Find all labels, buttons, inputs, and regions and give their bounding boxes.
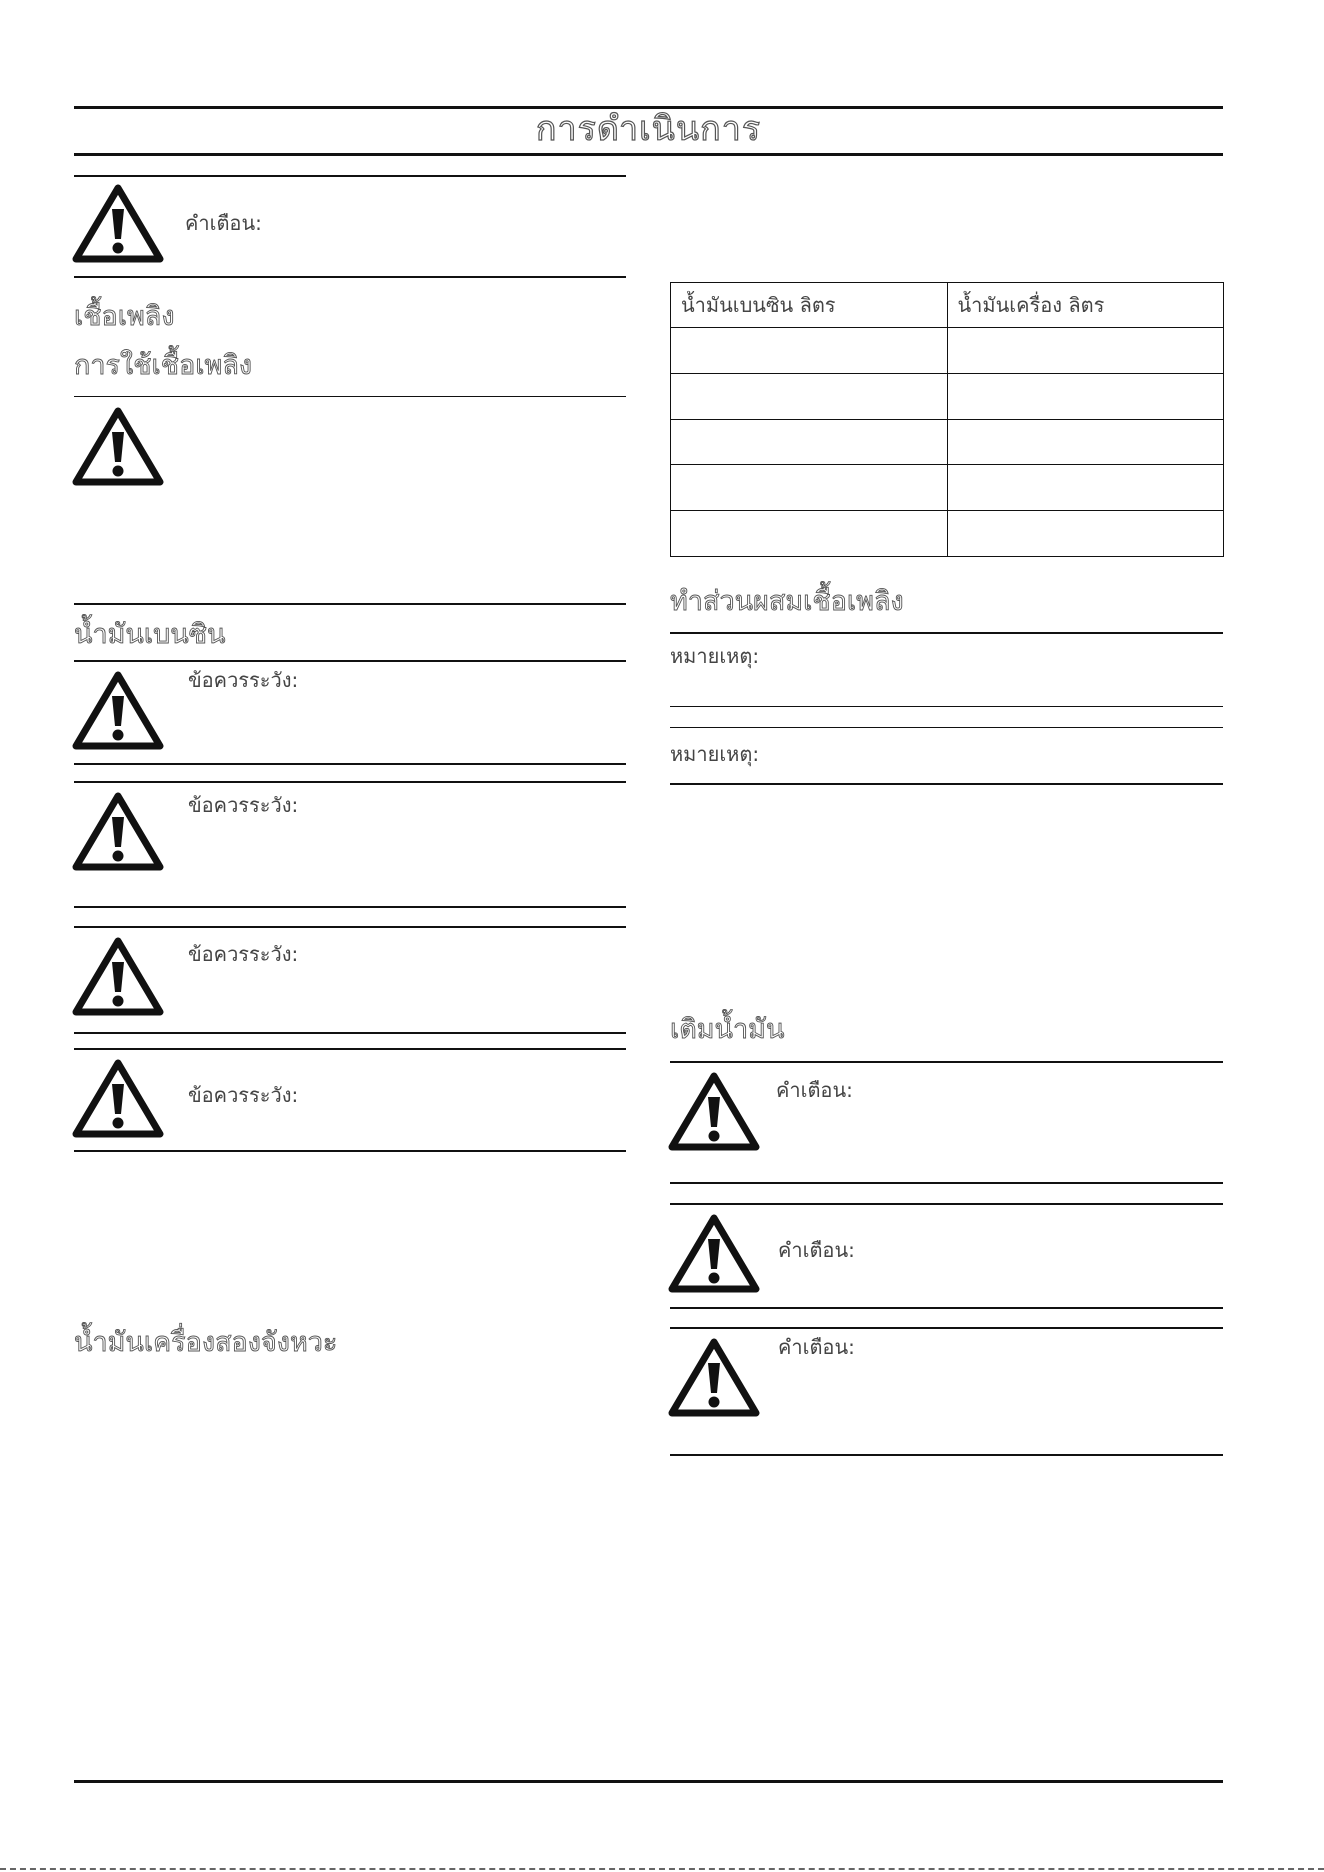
note-1-rule-top [670, 632, 1223, 634]
caution-2-label: ข้อควรระวัง: [188, 793, 299, 817]
table-cell [947, 465, 1224, 511]
warning-2-rule-top [670, 1203, 1223, 1205]
warning-top-label: คำเตือน: [185, 211, 262, 235]
warning-top-rule-top [74, 175, 626, 177]
table-cell [947, 511, 1224, 557]
warning-2-label: คำเตือน: [778, 1238, 855, 1262]
warning-2-rule-bottom [670, 1307, 1223, 1309]
table-row [671, 511, 1224, 557]
footer-rule [74, 1780, 1223, 1783]
caution-1-label: ข้อควรระวัง: [188, 668, 299, 692]
table-header-oil: น้ำมันเครื่อง ลิตร [947, 283, 1224, 328]
caution-1-rule-top [74, 660, 626, 662]
note-2-label: หมายเหตุ: [670, 742, 760, 766]
warning-1-rule-top [670, 1061, 1223, 1063]
table-cell [947, 419, 1224, 465]
table-header-gasoline: น้ำมันเบนซิน ลิตร [671, 283, 948, 328]
caution-3-rule-bottom [74, 1032, 626, 1034]
table-row [671, 465, 1224, 511]
caution-1-rule-bottom [74, 763, 626, 765]
warning-triangle-icon [72, 406, 164, 486]
warning-triangle-icon [668, 1071, 760, 1151]
warning-triangle-icon [72, 791, 164, 871]
note-1-label: หมายเหตุ: [670, 644, 760, 668]
table-cell [671, 373, 948, 419]
page-title: การดำเนินการ [535, 109, 762, 149]
warning-triangle-icon [72, 936, 164, 1016]
heading-mixing: ทำส่วนผสมเชื้อเพลิง [670, 586, 904, 617]
caution-4-rule-bottom [74, 1150, 626, 1152]
warning-3-rule-top [670, 1327, 1223, 1329]
warning-triangle-icon [72, 1058, 164, 1138]
caution-3-rule-top [74, 926, 626, 928]
warning-top-rule-bottom [74, 276, 626, 278]
warning-1-rule-bottom [670, 1182, 1223, 1184]
table-cell [947, 328, 1224, 374]
table-row [671, 373, 1224, 419]
warning-triangle-icon [72, 670, 164, 750]
warning-triangle-icon [668, 1337, 760, 1417]
table-cell [671, 511, 948, 557]
title-rule-bottom [74, 153, 1223, 156]
fuel-mix-table [670, 282, 1224, 557]
table-row [671, 419, 1224, 465]
fuel-use-rule-bottom [74, 603, 626, 605]
table-header-row [671, 283, 1224, 328]
table-cell [947, 373, 1224, 419]
heading-fuel: เชื้อเพลิง [74, 301, 175, 332]
caution-4-rule-top [74, 1048, 626, 1050]
warning-triangle-icon [72, 183, 164, 263]
page-bottom-dashed-line [0, 1868, 1324, 1870]
table-cell [671, 465, 948, 511]
heading-fuel-use: การใช้เชื้อเพลิง [74, 350, 253, 381]
heading-gasoline: น้ำมันเบนซิน [74, 619, 226, 650]
table-cell [671, 419, 948, 465]
heading-two-stroke-oil: น้ำมันเครื่องสองจังหวะ [74, 1327, 338, 1358]
caution-2-rule-top [74, 781, 626, 783]
note-1-rule-bottom [670, 706, 1223, 707]
caution-2-rule-bottom [74, 906, 626, 908]
warning-triangle-icon [668, 1213, 760, 1293]
table-row [671, 328, 1224, 374]
note-2-rule-top [670, 727, 1223, 728]
warning-3-label: คำเตือน: [778, 1335, 855, 1359]
note-2-rule-bottom [670, 783, 1223, 785]
fuel-use-rule-top [74, 396, 626, 397]
warning-3-rule-bottom [670, 1454, 1223, 1456]
warning-1-label: คำเตือน: [776, 1078, 853, 1102]
heading-refuel: เติมน้ำมัน [670, 1014, 785, 1045]
caution-3-label: ข้อควรระวัง: [188, 942, 299, 966]
caution-4-label: ข้อควรระวัง: [188, 1083, 299, 1107]
table-cell [671, 328, 948, 374]
